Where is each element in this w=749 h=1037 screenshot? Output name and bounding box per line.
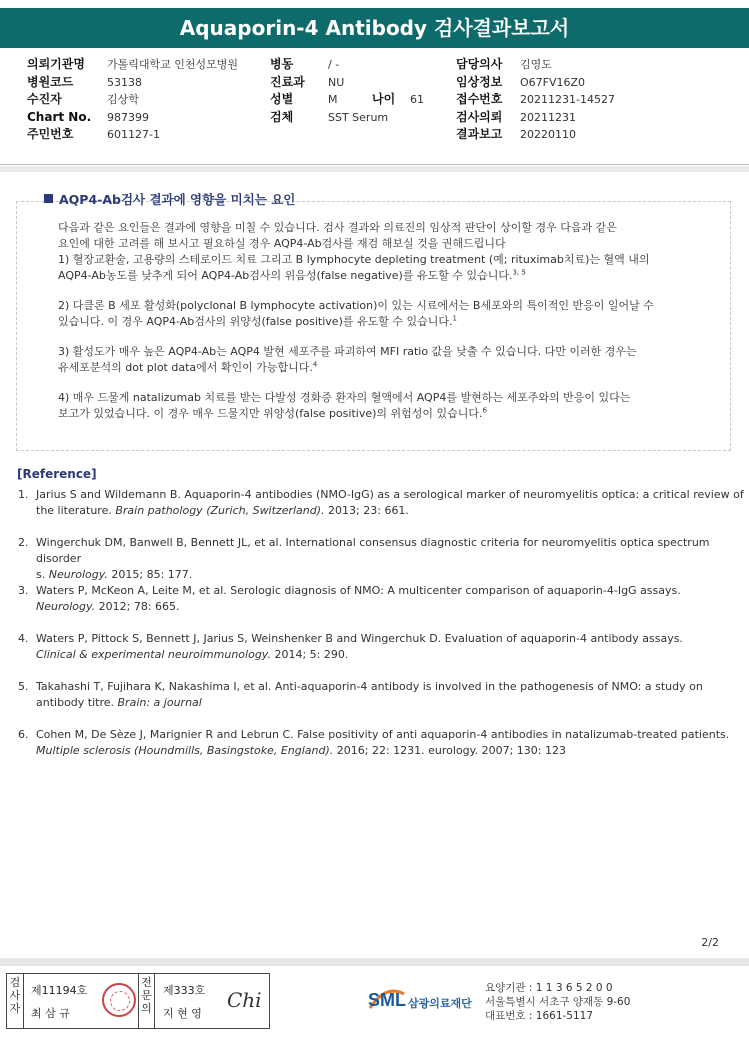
section-title-text: AQP4-Ab검사 결과에 영향을 미치는 요인	[59, 192, 296, 207]
signature-box	[6, 973, 270, 1029]
field-label: 병동	[270, 57, 294, 71]
paragraph-line: 요인에 대한 고려를 해 보시고 필요하실 경우 AQP4-Ab검사를 재검 해보실 것을 권해드립니다	[58, 237, 506, 250]
header-row	[27, 91, 267, 109]
field-value: 53138	[107, 75, 142, 89]
signer-role-label: 검사자	[7, 974, 24, 1028]
paragraph-line	[58, 406, 708, 422]
reference-text: 2015; 85: 177.	[107, 568, 193, 581]
logo-text: SML	[368, 990, 406, 1010]
signer-name: 최 삼 규	[31, 1007, 70, 1020]
field-label: 접수번호	[456, 92, 503, 107]
reference-line	[36, 647, 748, 663]
report-title: Aquaporin-4 Antibody 검사결과보고서	[0, 8, 749, 48]
field-label: 임상정보	[456, 74, 503, 89]
field-label: 성별	[270, 92, 294, 107]
paragraph-line	[58, 314, 708, 330]
signer-role-label: 전문의	[138, 974, 155, 1028]
field-value: 20211231	[520, 110, 576, 124]
header-col-2	[270, 56, 440, 126]
field-label: 의뢰기관명	[27, 57, 85, 71]
license-number: 제333호	[163, 984, 206, 997]
paragraph-line: 2) 다클론 B 세포 활성화(polyclonal B lymphocyte activation)이 있는 시료에서는 B세포와의 특이적인 반응이 일어날 수	[58, 299, 654, 312]
field-label: 검체	[270, 109, 294, 124]
field-value: M	[328, 93, 338, 107]
paragraph-line: 4) 매우 드물게 natalizumab 치료를 받는 다발성 경화증 환자의 혈액에서 AQP4를 발현하는 세포주와의 반응이 있다는	[58, 391, 631, 404]
field-value: 601127-1	[107, 128, 160, 142]
field-value: 가톨릭대학교 인천성모병원	[107, 58, 239, 71]
field-value: O67FV16Z0	[520, 75, 586, 89]
field-label: 수진자	[27, 92, 62, 107]
reference-number: 5.	[18, 680, 29, 693]
field-label: 결과보고	[456, 127, 503, 142]
license-number: 제11194호	[31, 984, 88, 997]
patient-header	[0, 52, 749, 165]
reference-text: s.	[36, 568, 49, 581]
factors-text	[58, 220, 708, 422]
header-row	[456, 56, 736, 74]
reference-line: Waters P, McKeon A, Leite M, et al. Serologic diagnosis of NMO: A multicenter comparison of aquaporin-4-IgG assays.	[36, 584, 681, 597]
header-row	[270, 56, 440, 74]
reference-text: the literature.	[36, 504, 116, 517]
reference-item	[18, 631, 748, 663]
phone-line: 대표번호 : 1661-5117	[485, 1010, 594, 1022]
reference-line: Takahashi T, Fujihara K, Nakashima I, et al. Anti-aquaporin-4 antibody is involved in the pathogenesis of NMO: a study on	[36, 680, 703, 693]
journal-name: Neurology.	[36, 600, 96, 613]
paragraph-text: 있습니다. 이 경우 AQP4-Ab검사의 위양성(false positive)를 유도할 수 있습니다.	[58, 315, 453, 328]
reference-item	[18, 679, 748, 711]
org-name: 삼광의료재단	[408, 997, 472, 1010]
reference-number: 3.	[18, 584, 29, 597]
paragraph-text: 유세포분석의 dot plot data에서 확인이 가능합니다.	[58, 361, 313, 374]
paragraph-line	[58, 360, 708, 376]
reference-line	[36, 567, 748, 583]
field-label: 진료과	[270, 74, 305, 89]
journal-name: Brain: a journal	[117, 696, 202, 709]
field-label: 병원코드	[27, 74, 74, 89]
journal-name: Brain pathology (Zurich, Switzerland).	[115, 504, 325, 517]
header-row	[456, 91, 736, 109]
reference-text: 2013; 23: 661.	[324, 504, 409, 517]
bullet-square-icon	[44, 194, 53, 203]
reference-line: Wingerchuk DM, Banwell B, Bennett JL, et al. International consensus diagnostic criteria for neuromyelitis optica spectrum disorder	[36, 536, 710, 565]
reference-line: Jarius S and Wildemann B. Aquaporin-4 antibodies (NMO-IgG) as a serological marker of neuromyelitis optica: a critical review of	[36, 488, 744, 501]
handwritten-signature: Chi	[227, 988, 262, 1012]
header-row	[270, 109, 440, 127]
journal-name: Clinical & experimental neuroimmunology.	[36, 648, 271, 661]
reference-line	[36, 599, 748, 615]
field-label: Chart No.	[27, 109, 92, 124]
header-row	[270, 91, 440, 109]
paragraph-text: 보고가 있었습니다. 이 경우 매우 드물지만 위양성(false positive)의 위험성이 있습니다.	[58, 407, 483, 420]
field-value: 20220110	[520, 128, 576, 142]
institution-code: 요양기관 : 1 1 3 6 5 2 0 0	[485, 982, 613, 994]
header-row	[27, 109, 267, 127]
field-value: / -	[328, 58, 340, 71]
paragraph-line: 3) 활성도가 매우 높은 AQP4-Ab는 AQP4 발현 세포주를 파괴하여 MFI ratio 값을 낮출 수 있습니다. 다만 이러한 경우는	[58, 345, 637, 358]
field-label: 주민번호	[27, 127, 74, 142]
reference-line	[36, 695, 748, 711]
official-seal-icon	[102, 983, 136, 1017]
header-row	[456, 126, 736, 144]
section-title	[44, 190, 295, 208]
paragraph-line	[58, 268, 708, 284]
journal-name: Neurology.	[48, 568, 108, 581]
signer-name: 지 현 영	[163, 1007, 202, 1020]
reference-item	[18, 487, 748, 519]
header-row	[27, 56, 267, 74]
header-row	[27, 126, 267, 144]
reference-line: Waters P, Pittock S, Bennett J, Jarius S, Weinshenker B and Wingerchuk D. Evaluation of aquaporin-4 antibody assays.	[36, 632, 683, 645]
reference-number: 4.	[18, 632, 29, 645]
citation-sup: 4	[312, 360, 318, 369]
address-line: 서울특별시 서초구 양재동 9-60	[485, 996, 631, 1008]
reference-line	[36, 743, 748, 759]
header-row	[270, 74, 440, 92]
header-col-1	[27, 56, 267, 144]
paragraph-text: AQP4-Ab농도를 낮추게 되어 AQP4-Ab검사의 위음성(false negative)를 유도할 수 있습니다.	[58, 269, 513, 282]
reference-text: 2012; 78: 665.	[95, 600, 180, 613]
reference-number: 1.	[18, 488, 29, 501]
header-row	[27, 74, 267, 92]
paragraph-line: 다음과 같은 요인들은 결과에 영향을 미칠 수 있습니다. 검사 결과와 의료진의 임상적 판단이 상이할 경우 다음과 같은	[58, 221, 617, 234]
reference-item	[18, 727, 748, 759]
field-value: 김상학	[107, 93, 139, 107]
reference-heading: [Reference]	[17, 467, 97, 481]
reference-text: 2016; 22: 1231. eurology. 2007; 130: 123	[333, 744, 566, 757]
reference-line: Cohen M, De Sèze J, Marignier R and Lebrun C. False positivity of anti aquaporin-4 antibodies in natalizumab-treated patients.	[36, 728, 730, 741]
header-col-3	[456, 56, 736, 144]
header-row	[456, 74, 736, 92]
reference-item	[18, 535, 748, 583]
journal-name: Multiple sclerosis (Houndmills, Basingstoke, England).	[36, 744, 334, 757]
citation-sup: 3, 5	[512, 268, 526, 277]
page-number: 2/2	[701, 936, 719, 949]
org-address	[485, 981, 630, 1023]
age-label: 나이	[372, 92, 396, 107]
field-value: 20211231-14527	[520, 93, 615, 107]
citation-sup: 6	[482, 406, 487, 415]
reference-number: 2.	[18, 536, 29, 549]
footer-divider	[0, 958, 749, 966]
reference-item	[18, 583, 748, 615]
reference-line	[36, 503, 748, 519]
divider	[0, 166, 749, 172]
field-label: 검사의뢰	[456, 109, 503, 124]
paragraph-line: 1) 혈장교환술, 고용량의 스테로이드 치료 그리고 B lymphocyte depleting treatment (예; rituximab치료)는 혈액 내의	[58, 253, 650, 266]
reference-text: antibody titre.	[36, 696, 118, 709]
field-value: 김영도	[520, 58, 552, 71]
citation-sup: 1	[452, 314, 457, 323]
age-value: 61	[410, 93, 424, 107]
reference-text: 2014; 5: 290.	[270, 648, 349, 661]
field-value: NU	[328, 75, 345, 89]
field-value: SST Serum	[328, 110, 389, 124]
field-label: 담당의사	[456, 57, 503, 71]
field-value: 987399	[107, 110, 149, 124]
reference-number: 6.	[18, 728, 29, 741]
header-row	[456, 109, 736, 127]
